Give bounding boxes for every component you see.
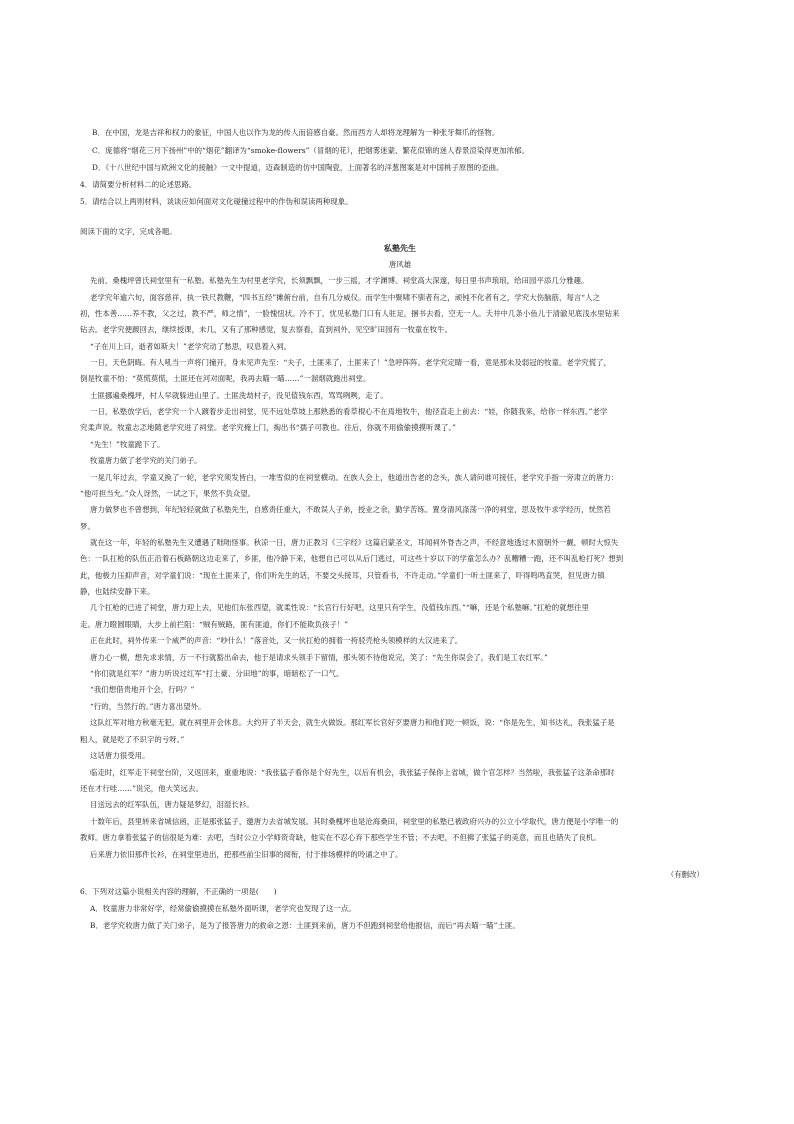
story-line: 先前，桑槐坪曾氏祠堂里有一私塾。私塾先生为村里老学究，长须飘飘，一步三摇，才学渊博。祠堂高大深邃，每日里书声琅琅，给田园平添几分雅趣。 — [90, 276, 589, 285]
question-6-option-a: A．牧童唐力非常好学，经常偷偷摸摸在私塾外面听课，老学究也发现了这一点。 — [90, 904, 356, 913]
reading-instruction: 阅读下面的文字，完成各题。 — [80, 227, 177, 236]
story-line: 倒是牧童不怕：“莫慌莫慌，土匪还在河对面呢，我再去瞄一瞄……”一溜烟就跑出祠堂。 — [80, 374, 371, 383]
story-line: 色：一队扛枪的队伍正沿着石板路朝这边走来了，乡匪，他冷静下来，他想自己可以从后门逃过，可这些十岁以下的学童怎么办？乱糟糟一跑，还不叫乱枪打死？想到 — [80, 554, 624, 563]
option-b-top: B．在中国，龙是吉祥和权力的象征，中国人也以作为龙的传人而倍感自豪。然而西方人却将龙理解为一种张牙舞爪的怪物。 — [92, 128, 500, 137]
story-line: “子在川上曰，逝者如斯夫！”老学究动了愁思，叹息着入祠。 — [90, 342, 292, 351]
story-author: 唐风雄 — [388, 260, 412, 269]
story-line: 正在此时，祠外传来一个威严的声音：“吵什么！”落音处，又一伙扛枪的拥着一挎驳壳枪头领模样的大汉进来了。 — [90, 636, 463, 645]
story-line: 后来唐力依旧那件长衫，在祠堂里进出，把那些前尘旧事的阅衔，付于排场模样的呤诵之中了。 — [90, 850, 403, 859]
story-line: 一晃几年过去，学童又换了一轮，老学究须发皆白，一堆雪似的在祠堂横动。在族人会上，他道出告老的念头，族人请问谁可接任，老学究手指一旁肃立的唐力： — [90, 473, 619, 482]
story-line: 静，也陆续安静下来。 — [80, 587, 155, 596]
story-line: 牧童唐力做了老学究的关门弟子。 — [90, 456, 202, 465]
story-line: 土匪挪遍桑槐坪，村人早就躲进山里了。土匪洗劫村子，没见值钱东西，骂骂咧咧，走了。 — [90, 391, 388, 400]
story-line: “他可担当允。”众人讶然，一试之下，果然不负众望。 — [80, 489, 256, 498]
story-line: 此，他极力压抑声音，对学童们说：“现在土匪来了，你们听先生的话，不要交头接耳，只管看书，不许走动。”学童们一听土匪来了，吓得鸣鸣直哭，但见唐力镇 — [80, 571, 605, 580]
story-line: 钻去。老学究便踱回去，继续授课，未几，又有了那种感觉，复去察看，直到祠外，见空旷田园有一牧童在牧牛。 — [80, 325, 453, 334]
story-line: 走。唐力瞪圆眼睛，大步上前拦阻：“贼有贼路，匪有匪道，你们不能欺负孩子！” — [80, 620, 349, 629]
story-line: “我们想借贵地开个会，行吗？” — [90, 685, 195, 694]
question-5: 5．请结合以上两则材料，谈谈应如何面对文化碰撞过程中的作伪和误读两种现象。 — [80, 197, 353, 206]
story-line: 这话唐力很受用。 — [90, 751, 150, 760]
story-line: 几个扛枪的已进了祠堂，唐力迎上去，见他们东张西望，就柔性说：“长官行行好吧，这里只有学生，没值钱东西。”“嘛，还是个私塾嘛。”扛枪的就想往里 — [90, 603, 590, 612]
story-line: 梦。 — [80, 522, 95, 531]
story-line: 就在这一年，年轻的私塾先生又遭遇了咄咄怪事。秋凉一日，唐力正教习《三字经》这篇启蒙圣文，耳闻祠外脊杏之声，不经意地透过木窗朝外一觑，顿时大惊失 — [90, 538, 619, 547]
edit-note: （有删改） — [666, 870, 704, 879]
story-line: 目送远去的红军队伍，唐力疑是梦幻，泪湿长衫。 — [90, 800, 254, 809]
story-line: 还在才行哇……”说完，他大笑远去。 — [80, 784, 203, 793]
story-line: 这队红军对地方秋毫无犯，就在祠里开会休息。大约开了半天会，就生火做饭。那红军长官好歹要唐力和他们吃一顿饭，说：“你是先生，知书达礼，我张猛子是 — [90, 718, 615, 727]
option-d-top: D．《十八世纪中国与欧洲文化的接触》一文中提道，迈森制造的仿中国陶瓷，上面著名的洋葱图案是对中国桃子原图的歪曲。 — [92, 163, 504, 172]
story-line: 初，性本善……养不教，父之过，教不严，师之惰”，一脸愧忸状。冷不丁，忧见私塾门口有人驻足，捆书去看，空无一人。夭井中几条小鱼儿于清澈见底浅水里钻来 — [80, 309, 620, 318]
story-line: 老学究年逾六旬，面容慈祥，执一铁尺教鞭，“四书五经”摊俯台前，自有几分威仪。而学生中聚啸不驯者有之，顽钝不化者有之，学究大伤脑筋，每言“人之 — [90, 293, 601, 302]
story-line: 一日，天色阴晦。有人吼当一声将门撞开，身未见声先至：“夫子，土匪来了，土匪来了！”急呼阵阵。老学究定睛一看，竟是那未及弱冠的牧童。老学究慌了， — [90, 358, 612, 367]
story-line: 粗人，就是吃了不识字的亏呀。” — [80, 735, 185, 744]
story-line: “行的，当然行的。”唐力喜出望外。 — [90, 702, 206, 711]
story-line: 十数年后，县里转来省城信函，正是那张猛子，邀唐力去省城发展。其时桑槐坪也是沧海桑田，祠堂里的私塾已被政府兴办的公立小学取代，唐力便是小学唯一的 — [90, 817, 619, 826]
story-title: 私塾先生 — [383, 243, 417, 253]
story-line: “你们就是红军？”唐力听说过红军“打土豪、分田地”的事，暗暗松了一口气。 — [90, 669, 344, 678]
story-line: 唐力心一横，想先求求情，万一不行就豁出命去，他于是请求头领手下留情，那头领不待他说完，笑了：“先生你误会了，我们是工农红军。” — [90, 653, 548, 662]
story-line: “先生！”牧童跪下了。 — [90, 440, 165, 449]
story-line: 唐力做梦也不曾想到，年纪轻轻就做了私塾先生，自感责任重大，不敢误人子弟，授业之余，勤学苦练。置身清风涤荡一净的祠堂，思及牧牛求学经历，恍然若 — [90, 505, 611, 514]
question-6-option-b: B．老学究收唐力做了关门弟子，是为了报答唐力的救命之恩：土匪到来前，唐力不但跑到祠堂给他报信，而后“再去瞄一瞄”土匪。 — [90, 921, 520, 930]
question-4: 4．请简要分析材料二的论述思路。 — [80, 180, 197, 189]
story-line: 一日，私塾放学后，老学究一个人踱着步走出祠堂，见不远处草坡上那熟悉的看草棍心不在焉地牧牛，他径直走上前去：“娃，你随我来，给你一样东西。”老学 — [90, 407, 608, 416]
story-line: 究柔声说。牧童忐忑地随老学究进了祠堂。老学究掩上门，掏出书“孺子可教也。往后，你就不用偷偷摸摸听课了。” — [80, 423, 456, 432]
story-line: 教师。唐力拿着张猛子的信很是为难：去吧，当时公立小学师资奇缺，他实在不忍心弃下那些学生不管；不去吧，不但拂了张猛子的美意，而且也错失了良机。 — [80, 833, 601, 842]
option-c-top: C．庞德将“烟花三月下扬州”中的“烟花”翻译为“smoke-flowers”（冒烟的花），把烟雾迷蒙、繁花似锦的迷人春景渲染得更加浓郁。 — [92, 146, 529, 155]
question-6-stem: 6．下列对这篇小说相关内容的理解，不正确的一项是( ) — [80, 887, 277, 896]
story-line: 临走时，红军走下祠堂台阶，又返回来，重重地说：“我张猛子看你是个好先生，以后有机会，我张猛子保你上省城，做个官怎样？当然啦，我张猛子这条命那时 — [90, 768, 615, 777]
